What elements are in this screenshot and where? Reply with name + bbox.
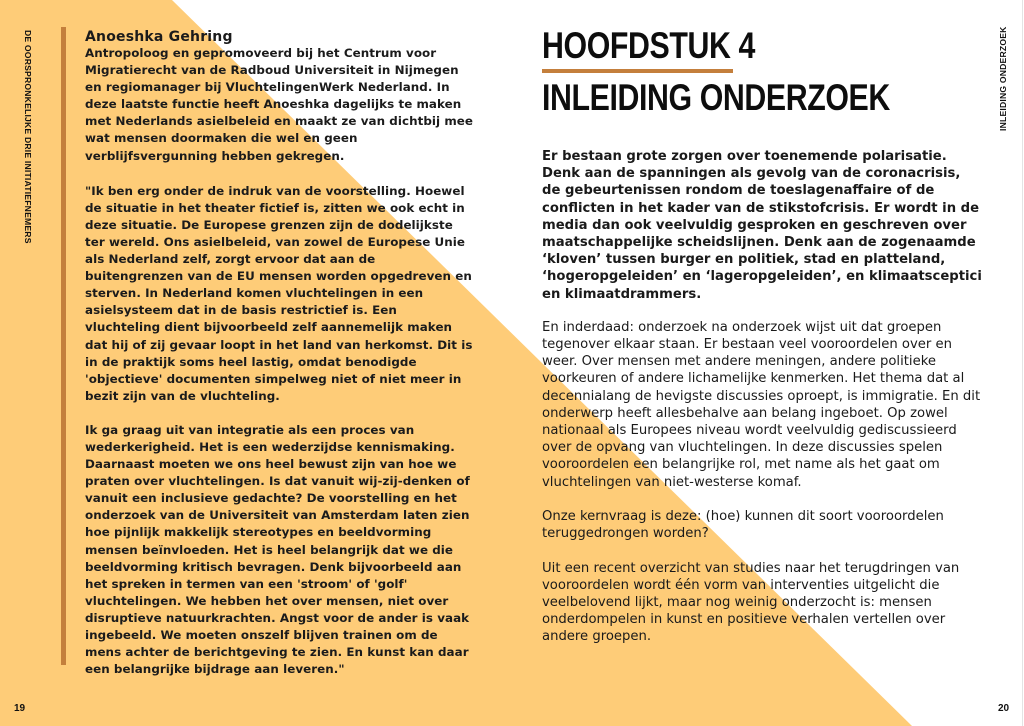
chapter-title: INLEIDING ONDERZOEK	[542, 77, 890, 118]
chapter-underline	[542, 69, 733, 73]
person-name: Anoeshka Gehring	[85, 29, 233, 45]
person-bio: Antropoloog en gepromoveerd bij het Centrum voor Migratierecht van de Radboud Universiteit in Nijmegen en regiomanager bij VluchtelingenWerk Nederland. In deze laatste functie heeft Anoeshka dagelijks te maken met Nederlands asielbeleid en maakt ze van dichtbij mee wat mensen doormaken die wel en geen verblijfsvergunning hebben gekregen.	[85, 46, 473, 163]
body-paragraph: Uit een recent overzicht van studies naar het terugdringen van vooroordelen wordt één vorm van interventies uitgelicht die veelbelovend lijkt, maar nog weinig onderzocht is: mensen onderdompelen in kunst en positieve verhalen vertellen over andere groepen.	[542, 560, 960, 645]
body-paragraph: Onze kernvraag is deze: (hoe) kunnen dit soort vooroordelen teruggedrongen worden?	[542, 509, 944, 542]
quote-accent-bar	[61, 27, 66, 665]
profile-block	[85, 28, 475, 695]
body-paragraph: En inderdaad: onderzoek na onderzoek wijst uit dat groepen tegenover elkaar staan. Er bestaan veel vooroordelen over en weer. Over mensen met andere meningen, andere politieke voorkeuren of andere lichamelijke kenmerken. Het thema dat al decennialang de hevigste discussies oproept, is immigratie. En dit onderwerp heeft allesbehalve aan belang ingeboet. Op zowel nationaal als Europees niveau wordt veelvuldig gediscussieerd over de opvang van vluchtelingen. In deze discussies spelen vooroordelen een belangrijke rol, met name als het gaat om vluchtelingen van niet-westerse komaf.	[542, 319, 981, 490]
page-edge-line	[1022, 0, 1023, 726]
chapter-body	[542, 148, 982, 663]
left-running-header: DE OORSPRONKELIJKE DRIE INITIATIEFNEMERS	[23, 30, 33, 244]
right-page-number: 20	[998, 703, 1010, 714]
right-running-header: INLEIDING ONDERZOEK	[998, 26, 1008, 131]
lead-paragraph: Er bestaan grote zorgen over toenemende polarisatie. Denk aan de spanningen als gevolg van de coronacrisis, de gebeurtenissen rondom de toeslagenaffaire of de conflicten in het kader van de stikstofcrisis. Er wordt in de media dan ook veelvuldig gesproken en geschreven over maatschappelijke scheidslijnen. Denk aan de zogenaamde ‘kloven’ tussen burger en politiek, stad en platteland, ‘hogeropgeleiden’ en ‘lageropgeleiden’, en klimaatsceptici en klimaatdrammers.	[542, 149, 982, 302]
quote-paragraph: "Ik ben erg onder de indruk van de voorstelling. Hoewel de situatie in het theater fictief is, zitten we ook echt in deze situatie. De Europese grenzen zijn de dodelijkste ter wereld. Ons asielbeleid, van zowel de Europese Unie als Nederland zelf, zorgt ervoor dat aan de buitengrenzen van de EU mensen worden opgedreven en sterven. In Nederland komen vluchtelingen in een asielsysteem dat in de basis restrictief is. Een vluchteling dient bijvoorbeeld zelf aannemelijk maken dat hij of zij gevaar loopt in het land van herkomst. Dit is in de praktijk soms heel lastig, omdat benodigde 'objectieve' documenten simpelweg niet of niet meer in bezit zijn van de vluchteling.	[85, 183, 473, 403]
chapter-label: HOOFDSTUK 4	[542, 25, 755, 66]
left-page-number: 19	[14, 703, 26, 714]
quote-paragraph: Ik ga graag uit van integratie als een proces van wederkerigheid. Het is een wederzijdse kennismaking. Daarnaast moeten we ons heel bewust zijn van hoe we praten over vluchtelingen. Is dat vanuit wij-zij-denken of vanuit een inclusieve gedachte? De voorstelling en het onderzoek van de Universiteit van Amsterdam laten zien hoe pijnlijk makkelijk stereotypes en beeldvorming mensen beïnvloeden. Het is heel belangrijk dat we die beeldvorming kritisch bevragen. Denk bijvoorbeeld aan het spreken in termen van een 'stroom' of 'golf' vluchtelingen. We hebben het over mensen, niet over disruptieve natuurkrachten. Angst voor de ander is vaak ingebeeld. We moeten onszelf blijven trainen om de mens achter de berichtgeving te zien. En kunst kan daar een belangrijke bijdrage aan leveren."	[85, 422, 470, 677]
